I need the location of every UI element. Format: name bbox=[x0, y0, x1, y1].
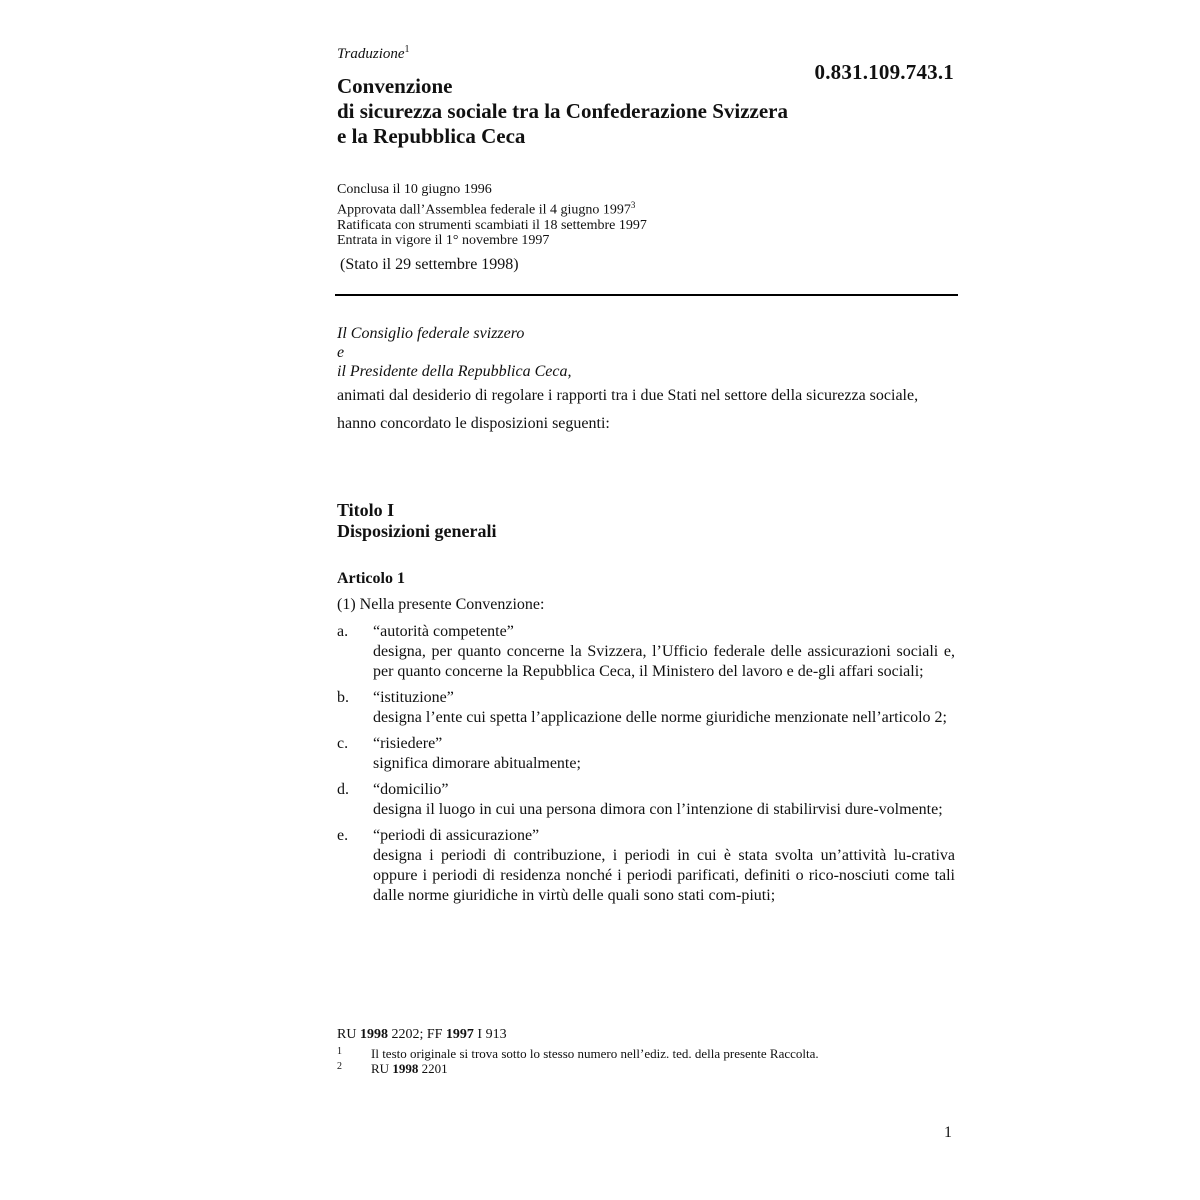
preamble-agreed: hanno concordato le disposizioni seguenti: bbox=[337, 415, 610, 432]
state-date: (Stato il 29 settembre 1998) bbox=[340, 256, 519, 273]
definition-letter: c. bbox=[337, 735, 349, 752]
publication-reference: RU 1998 2202; FF 1997 I 913 bbox=[337, 1027, 507, 1042]
title-line-1: Convenzione bbox=[337, 74, 453, 98]
definition-item bbox=[337, 734, 955, 774]
title-line-3: e la Repubblica Ceca bbox=[337, 124, 526, 148]
footnote-text: RU 1998 2201 bbox=[371, 1061, 448, 1076]
definition-letter: d. bbox=[337, 781, 349, 798]
preamble bbox=[337, 324, 955, 433]
concluded-date: Conclusa il 10 giugno 1996 bbox=[337, 182, 492, 197]
footnote-ref-1[interactable]: 1 bbox=[404, 44, 410, 55]
section-title: Titolo I bbox=[337, 500, 395, 520]
party-swiss: Il Consiglio federale svizzero bbox=[337, 325, 525, 342]
ratified-date: Ratificata con strumenti scambiati il 18 settembre 1997 bbox=[337, 217, 647, 233]
article-intro: (1) Nella presente Convenzione: bbox=[337, 596, 545, 613]
definition-term: “domicilio” bbox=[373, 781, 449, 798]
footnote-text: Il testo originale si trova sotto lo stesso numero nell’ediz. ted. della presente Raccolta. bbox=[371, 1046, 819, 1061]
section-heading bbox=[337, 500, 497, 542]
definition-term: “risiedere” bbox=[373, 735, 443, 752]
page-number: 1 bbox=[944, 1124, 952, 1141]
footnote-number: 1 bbox=[337, 1046, 342, 1057]
definition-term: “autorità competente” bbox=[373, 623, 514, 640]
definition-letter: e. bbox=[337, 827, 349, 844]
preamble-desire: animati dal desiderio di regolare i rapporti tra i due Stati nel settore della sicurezza sociale, bbox=[337, 387, 919, 404]
footnotes bbox=[337, 1046, 955, 1076]
in-force-date: Entrata in vigore il 1° novembre 1997 bbox=[337, 233, 550, 249]
definition-list bbox=[337, 622, 955, 912]
enactment-dates bbox=[337, 182, 647, 249]
definition-item bbox=[337, 622, 955, 682]
definition-item bbox=[337, 688, 955, 728]
definition-letter: b. bbox=[337, 689, 349, 706]
definition-text: designa i periodi di contribuzione, i periodi in cui è stata svolta un’attività lu-crativa oppure i periodi di residenza nonché i periodi parificati, definiti o rico-nosciuti come tali dalle norme giuridiche in virtù delle quali sono stati com-piuti; bbox=[373, 847, 955, 904]
definition-term: “istituzione” bbox=[373, 689, 454, 706]
article-heading: Articolo 1 bbox=[337, 570, 405, 587]
document-title bbox=[337, 74, 957, 149]
definition-text: designa il luogo in cui una persona dimora con l’intenzione di stabilirvisi dure-volmente; bbox=[373, 801, 943, 818]
footnote-number: 2 bbox=[337, 1061, 342, 1072]
footnote-2 bbox=[337, 1061, 955, 1076]
definition-item bbox=[337, 780, 955, 820]
footnote-ref-3[interactable]: 3 bbox=[630, 199, 636, 210]
definition-text: designa l’ente cui spetta l’applicazione delle norme giuridiche menzionate nell’articolo 2; bbox=[373, 709, 947, 726]
definition-text: designa, per quanto concerne la Svizzera, l’Ufficio federale delle assicurazioni sociali e, per quanto concerne la Repubblica Ceca, il Ministero del lavoro e de-gli affari sociali; bbox=[373, 643, 955, 680]
party-czech: il Presidente della Repubblica Ceca, bbox=[337, 363, 572, 380]
header-divider bbox=[335, 294, 958, 296]
footnote-1 bbox=[337, 1046, 955, 1061]
title-line-2: di sicurezza sociale tra la Confederazione Svizzera bbox=[337, 99, 788, 123]
section-subtitle: Disposizioni generali bbox=[337, 521, 497, 541]
definition-item bbox=[337, 826, 955, 906]
sr-number: 0.831.109.743.1 bbox=[814, 60, 954, 84]
approved-date: Approvata dall’Assemblea federale il 4 giugno 1997$^3$ bbox=[337, 199, 636, 218]
party-conjunction: e bbox=[337, 344, 345, 361]
definition-term: “periodi di assicurazione” bbox=[373, 827, 540, 844]
translation-label: Traduzione$^1$ bbox=[337, 44, 410, 62]
definition-letter: a. bbox=[337, 623, 349, 640]
definition-text: significa dimorare abitualmente; bbox=[373, 755, 581, 772]
